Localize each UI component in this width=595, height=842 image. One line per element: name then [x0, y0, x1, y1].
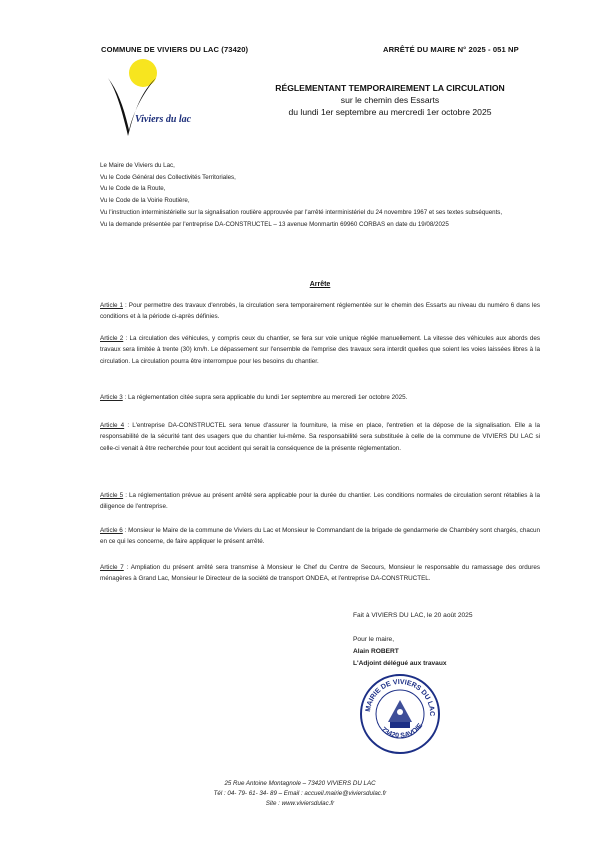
commune-logo	[100, 58, 210, 142]
vu-line: Vu l'instruction interministérielle sur la signalisation routière approuvée par l'arrêté interministériel du 24 novembre 1967 et ses textes subséquents,	[100, 208, 503, 216]
footer	[100, 779, 500, 809]
stamp-top-text: MAIRIE DE VIVIERS DU LAC	[364, 678, 436, 717]
article-1	[100, 300, 540, 323]
footer-contact: Tél : 04- 79- 61- 34- 89 – Email : accueil.mairie@viviersdulac.fr	[213, 790, 387, 797]
article-text: : La circulation des véhicules, y compris ceux du chantier, se fera sur voie unique réglée manuellement. La vitesse des véhicules aux abords des travaux sera limitée à trente (30) km/h. Le dépassement sur l'ensemble de l'emprise des travaux sera interdit quelles que soient les voies laissées libres à la circulation. La circulation pourra être interrompue pour les besoins du chantier.	[100, 335, 541, 365]
signature-name: Alain ROBERT	[353, 648, 399, 655]
vu-line: Vu le Code Général des Collectivités Territoriales,	[100, 173, 236, 181]
document-title	[240, 82, 540, 118]
article-label: Article 3	[100, 394, 123, 401]
article-6	[100, 525, 540, 548]
article-label: Article 2	[100, 335, 124, 342]
signature-block	[353, 634, 533, 670]
vu-line: Le Maire de Viviers du Lac,	[100, 162, 175, 169]
title-line-2: sur le chemin des Essarts	[340, 95, 440, 105]
article-label: Article 5	[100, 492, 124, 499]
signature-line-1: Pour le maire,	[353, 636, 395, 643]
title-line-3: du lundi 1er septembre au mercredi 1er octobre 2025	[288, 107, 492, 117]
article-text: : Monsieur le Maire de la commune de Viviers du Lac et Monsieur le Commandant de la brigade de gendarmerie de Chambéry sont chargés, chacun en ce qui les concerne, de faire appliquer le présent arrêté.	[100, 527, 540, 546]
article-4	[100, 420, 540, 454]
arrete-heading: Arrête	[309, 281, 331, 288]
logo-text: Viviers du lac	[135, 114, 192, 125]
article-3	[100, 392, 540, 403]
article-label: Article 6	[100, 527, 123, 534]
logo-sun-icon	[129, 59, 157, 87]
article-2	[100, 333, 540, 367]
article-label: Article 1	[100, 302, 124, 309]
article-text: : La réglementation citée supra sera applicable du lundi 1er septembre au mercredi 1er octobre 2025.	[122, 394, 408, 401]
article-text: : L'entreprise DA-CONSTRUCTEL sera tenue d'assurer la fourniture, la mise en place, l'entretien et la dépose de la signalisation. Elle a la responsabilité de la sécurité tant des usagers que du chantier lui-même. Sa responsabilité sera substituée à celle de la commune de VIVIERS DU LAC si celle-ci venait à être recherchée pour tout accident qui serait la conséquence de la présente réglementation.	[100, 422, 540, 452]
stamp-bottom-text: 73420 SAVOIE	[379, 722, 425, 740]
article-text: : Ampliation du présent arrêté sera transmise à Monsieur le Chef du Centre de Secours, Monsieur le responsable du ramassage des ordures ménagères à Grand Lac, Monsieur le Directeur de la société de transport ONDEA, et l'entreprise DA-CONSTRUCTEL.	[100, 564, 540, 583]
article-5	[100, 490, 540, 513]
article-text: : La réglementation prévue au présent arrêté sera applicable pour la durée du chantier. Les conditions normales de circulation seront rétablies à la diligence de l'entreprise.	[100, 492, 541, 511]
vu-line: Vu le Code de la Route,	[100, 185, 166, 193]
article-text: : Pour permettre des travaux d'enrobés, la circulation sera temporairement réglementée sur le chemin des Essarts au niveau du numéro 6 dans les conditions et à la période ci-après définies.	[100, 302, 541, 321]
vu-section	[100, 160, 540, 230]
commune-header: COMMUNE DE VIVIERS DU LAC (73420)	[101, 45, 249, 54]
article-label: Article 7	[100, 564, 124, 571]
article-label: Article 4	[100, 422, 125, 429]
arrete-number: ARRÊTÉ DU MAIRE N° 2025 - 051 NP	[383, 45, 519, 54]
place-date: Fait à VIVIERS DU LAC, le 20 août 2025	[353, 612, 473, 619]
title-line-1: RÉGLEMENTANT TEMPORAIREMENT LA CIRCULATION	[275, 83, 505, 93]
vu-line: Vu la demande présentée par l'entreprise DA-CONSTRUCTEL – 13 avenue Monmartin 69960 CORBAS en date du 19/08/2025	[100, 220, 449, 228]
signature-role: L'Adjoint délégué aux travaux	[353, 660, 447, 667]
stamp-emblem-icon	[388, 700, 412, 728]
article-7	[100, 562, 540, 585]
mairie-stamp	[358, 672, 442, 756]
footer-address: 25 Rue Antoine Montagnole – 73420 VIVIERS DU LAC	[224, 780, 376, 787]
footer-site: Site : www.viviersdulac.fr	[265, 800, 335, 807]
vu-line: Vu le Code de la Voirie Routière,	[100, 197, 190, 205]
